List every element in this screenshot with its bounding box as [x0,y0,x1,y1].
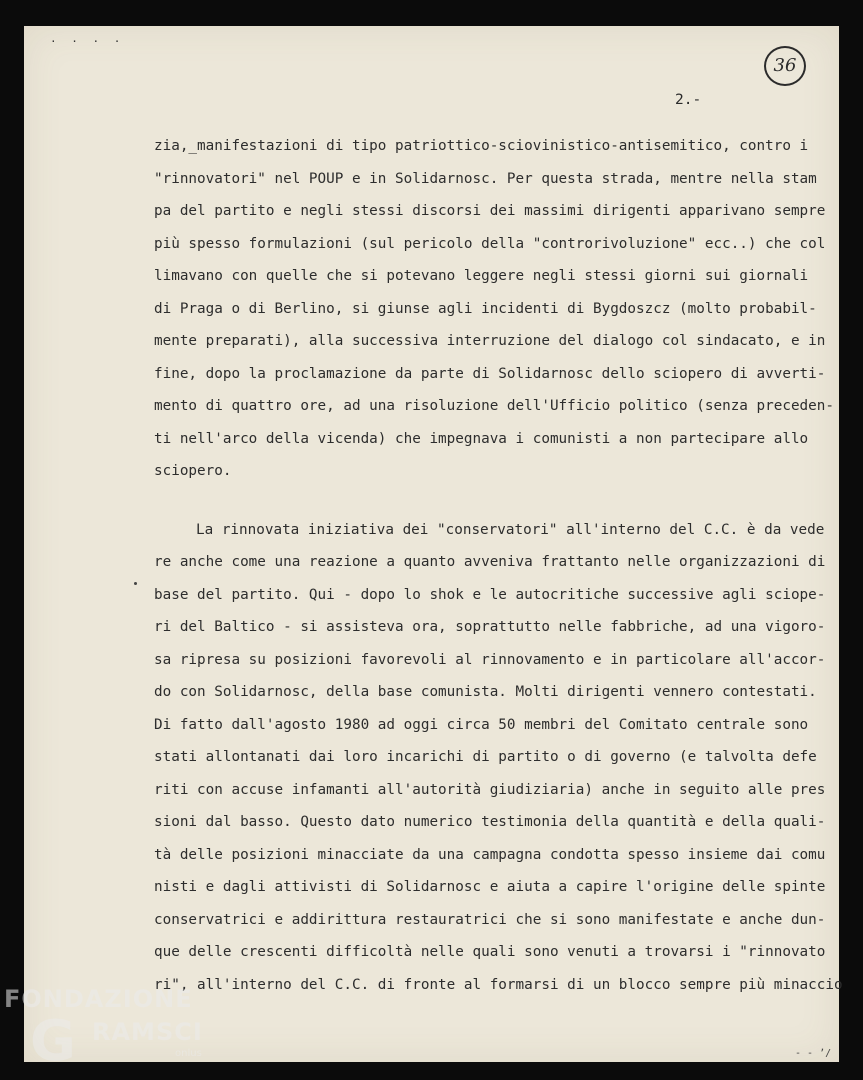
watermark-onlus: onlus [175,1048,202,1059]
text-line: stati allontanati dai loro incarichi di partito o di governo (e talvolta defe [154,749,817,765]
watermark-fondazione: FONDAZIONE [4,985,193,1013]
text-line: do con Solidarnosc, della base comunista. Molti dirigenti vennero contestati. [154,684,817,700]
text-line: ri", all'interno del C.C. di fronte al formarsi di un blocco sempre più minaccio [154,976,843,993]
text-line: tà delle posizioni minacciate da una campagna condotta spesso insieme dai comu [154,846,826,863]
text-line: limavano con quelle che si potevano leggere negli stessi giorni sui giornali [154,268,809,284]
text-line: zia,_manifestazioni di tipo patriottico-sciovinistico-antisemitico, contro i [154,138,809,154]
page-number: 2.- [675,92,702,108]
text-line: riti con accuse infamanti all'autorità giudiziaria) anche in seguito alle pres [154,781,826,798]
paragraph-2 [154,514,843,1002]
paragraph-1 [154,130,834,488]
text-line: "rinnovatori" nel POUP e in Solidarnosc. Per questa strada, mentre nella stam [154,170,817,187]
text-line: re anche come una reazione a quanto avveniva frattanto nelle organizzazioni di [154,554,826,570]
paragraph-gap [154,488,814,514]
gramsci-logo-icon: G [30,1009,76,1074]
margin-mark [134,582,137,585]
text-line: que delle crescenti difficoltà nelle quali sono venuti a trovarsi i "rinnovato [154,944,826,960]
watermark-gramsci: RAMSCI [92,1018,203,1046]
text-line: nisti e dagli attivisti di Solidarnosc e aiuta a capire l'origine delle spinte [154,879,826,895]
text-line: conservatrici e addirittura restauratrici che si sono manifestate e anche dun- [154,911,826,928]
text-line: pa del partito e negli stessi discorsi dei massimi dirigenti apparivano sempre [154,203,826,219]
corner-dots: . . . . [50,32,125,45]
corner-mark: - - ʼ/ [795,1048,832,1059]
archive-page-number: 36 [764,46,806,86]
text-line: fine, dopo la proclamazione da parte di Solidarnosc dello sciopero di avverti- [154,365,826,382]
typed-text-body [154,130,843,1001]
text-line: sciopero. [154,463,232,479]
text-line: La rinnovata iniziativa dei "conservatori" all'interno del C.C. è da vede [196,521,825,538]
text-line: ri del Baltico - si assisteva ora, soprattutto nelle fabbriche, ad una vigoro- [154,619,826,635]
text-line: base del partito. Qui - dopo lo shok e le autocritiche successive agli sciope- [154,586,826,603]
text-line: ti nell'arco della vicenda) che impegnava i comunisti a non partecipare allo [154,430,809,447]
text-line: Di fatto dall'agosto 1980 ad oggi circa 50 membri del Comitato centrale sono [154,716,809,733]
text-line: sa ripresa su posizioni favorevoli al rinnovamento e in particolare all'accor- [154,651,826,668]
text-line: più spesso formulazioni (sul pericolo della "controrivoluzione" ecc..) che col [154,235,826,252]
text-line: di Praga o di Berlino, si giunse agli incidenti di Bygdoszcz (molto probabil- [154,300,817,317]
text-line: mente preparati), alla successiva interruzione del dialogo col sindacato, e in [154,333,826,349]
text-line: mento di quattro ore, ad una risoluzione dell'Ufficio politico (senza preceden- [154,398,834,414]
text-line: sioni dal basso. Questo dato numerico testimonia della quantità e della quali- [154,814,826,830]
